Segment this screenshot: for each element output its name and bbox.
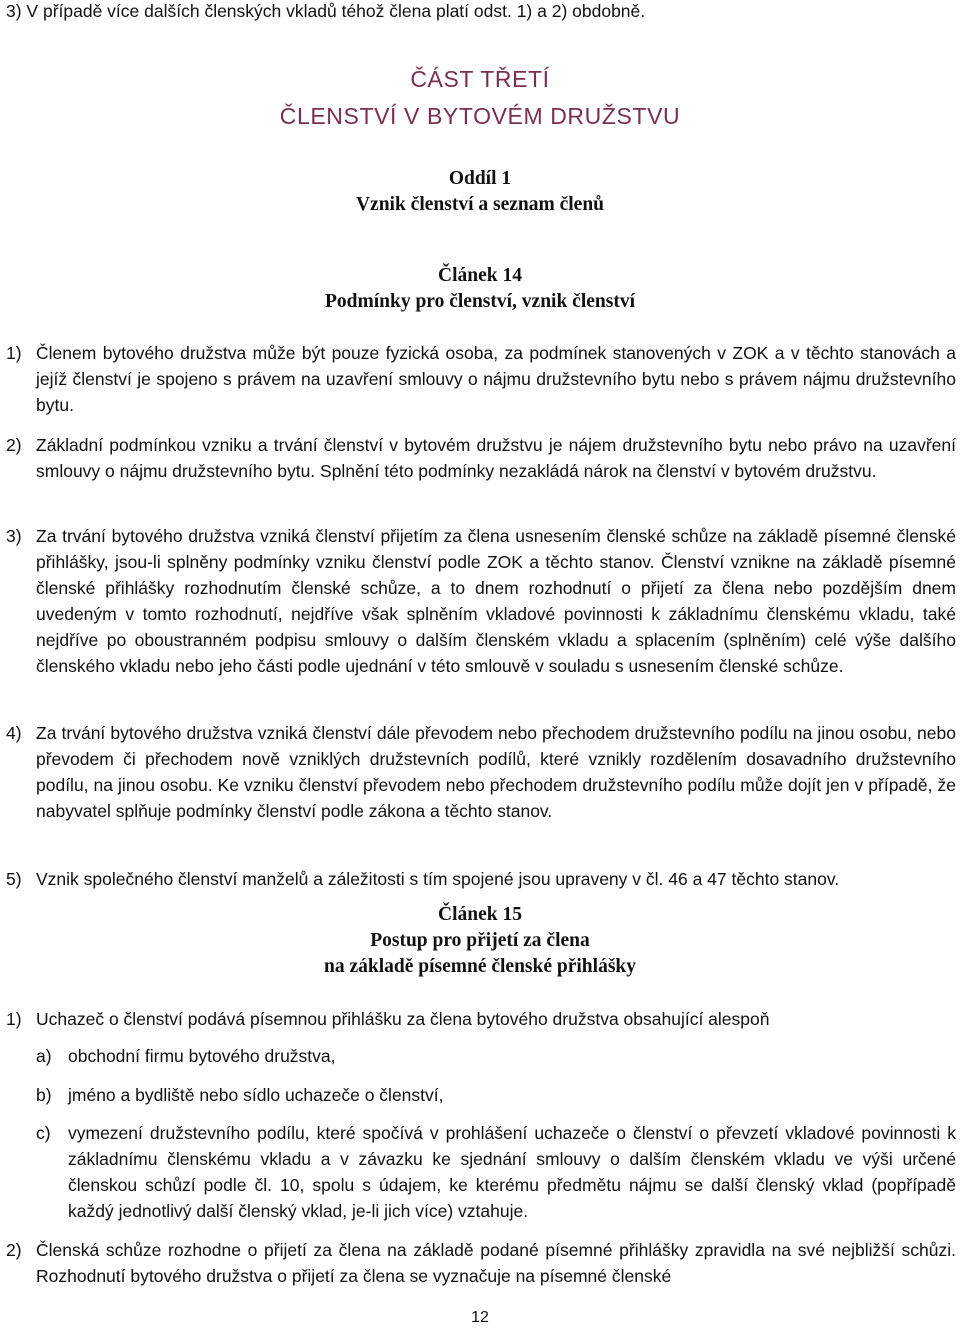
clanek-15-title: Postup pro přijetí za člena: [370, 930, 590, 951]
list-item-letter: b): [36, 1085, 52, 1105]
list-item-letter: a): [36, 1046, 52, 1066]
paragraph-number: 1): [6, 1009, 22, 1029]
list-item-text: vymezení družstevního podílu, které spočívá v prohlášení uchazeče o členství o převzetí vkladové povinnosti k základnímu členskému vkladu a v závazku ke sjednání smlouvy o dalším členském vkladu ve výši určené členskou schůzí podle čl. 10, spolu s údajem, ke kterému předmětu nájmu se další členský vklad (popřípadě každý jednotlivý další členský vklad, je-li jich více) vztahuje.: [68, 1123, 956, 1221]
paragraph-number: 3): [6, 526, 22, 546]
clanek-15-paragraph-1: [6, 1006, 956, 1032]
paragraph-text: Členská schůze rozhodne o přijetí za člena na základě podané písemné přihlášky zpravidla na své nejbližší schůzi. Rozhodnutí bytového družstva o přijetí za člena se vyznačuje na písemné členské: [36, 1240, 956, 1286]
paragraph-number: 1): [6, 343, 22, 363]
list-item-letter: c): [36, 1123, 51, 1143]
paragraph-text: Uchazeč o členství podává písemnou přihlášku za člena bytového družstva obsahující alespoň: [36, 1009, 770, 1029]
clanek-14-paragraph-2: [6, 432, 956, 484]
clanek-15-number: Článek 15: [438, 904, 522, 925]
list-item-text: obchodní firmu bytového družstva,: [68, 1046, 336, 1066]
paragraph-text: Za trvání bytového družstva vzniká členství dále převodem nebo přechodem družstevního podílu na jinou osobu, nebo převodem či přechodem nově vzniklých družstevních podílů, které vznikly rozdělením dosavadního družstevního podílu, na jinou osobu. Ke vzniku členství převodem nebo přechodem družstevního podílu může dojít jen v případě, že nabyvatel splňuje podmínky členství podle zákona a těchto stanov.: [36, 723, 956, 821]
clanek-15-paragraph-2: [6, 1237, 956, 1289]
paragraph-number: 2): [6, 435, 22, 455]
list-item-text: jméno a bydliště nebo sídlo uchazeče o členství,: [68, 1085, 444, 1105]
oddil-title: Vznik členství a seznam členů: [355, 194, 605, 215]
paragraph-number: 4): [6, 723, 22, 743]
clanek-14-title: Podmínky pro členství, vznik členství: [324, 291, 636, 312]
clanek-14-number: Článek 14: [438, 265, 522, 286]
clanek-14-paragraph-1: [6, 340, 956, 418]
part-subtitle: ČLENSTVÍ V BYTOVÉM DRUŽSTVU: [279, 103, 681, 129]
paragraph-text: Za trvání bytového družstva vzniká členství přijetím za člena usnesením členské schůze na základě písemné členské přihlášky, jsou-li splněny podmínky vzniku členství podle ZOK a těchto stanov. Členství vznikne na základě písemné členské přihlášky rozhodnutím členské schůze, a to dnem rozhodnutí o přijetí za člena nebo pozdějším dnem uvedeným v tomto rozhodnutí, nejdříve však splněním vkladové povinnosti k základnímu členskému vkladu, také nejdříve po oboustranném podpisu smlouvy o dalším členském vkladu a splacením (splněním) celé výše dalšího členského vkladu nebo jeho části podle ujednání v této smlouvě v souladu s usnesením členské schůze.: [36, 526, 956, 676]
paragraph-text: Základní podmínkou vzniku a trvání členství v bytovém družstvu je nájem družstevního bytu nebo právo na uzavření smlouvy o nájmu družstevního bytu. Splnění této podmínky nezakládá nárok na členství v bytovém družstvu.: [36, 435, 956, 481]
clanek-14-paragraph-4: [6, 720, 956, 824]
part-title: ČÁST TŘETÍ: [410, 66, 550, 92]
paragraph-3-continuation: 3) V případě více dalších členských vkladů téhož člena platí odst. 1) a 2) obdobně.: [6, 1, 646, 21]
list-item-b: [36, 1082, 956, 1108]
paragraph-text: Vznik společného členství manželů a záležitosti s tím spojené jsou upraveny v čl. 46 a 47 těchto stanov.: [36, 869, 840, 889]
list-item-a: [36, 1043, 956, 1069]
page-number: 12: [471, 1309, 489, 1326]
clanek-14-paragraph-3: [6, 523, 956, 679]
clanek-15-subtitle: na základě písemné členské přihlášky: [323, 956, 637, 977]
oddil-number: Oddíl 1: [448, 168, 512, 189]
paragraph-number: 5): [6, 869, 22, 889]
paragraph-number: 2): [6, 1240, 22, 1260]
clanek-14-paragraph-5: [6, 866, 956, 892]
list-item-c: [36, 1120, 956, 1224]
paragraph-text: Členem bytového družstva může být pouze fyzická osoba, za podmínek stanovených v ZOK a v těchto stanovách a jejíž členství je spojeno s právem na uzavření smlouvy o nájmu družstevního bytu nebo s právem nájmu družstevního bytu.: [36, 343, 956, 415]
